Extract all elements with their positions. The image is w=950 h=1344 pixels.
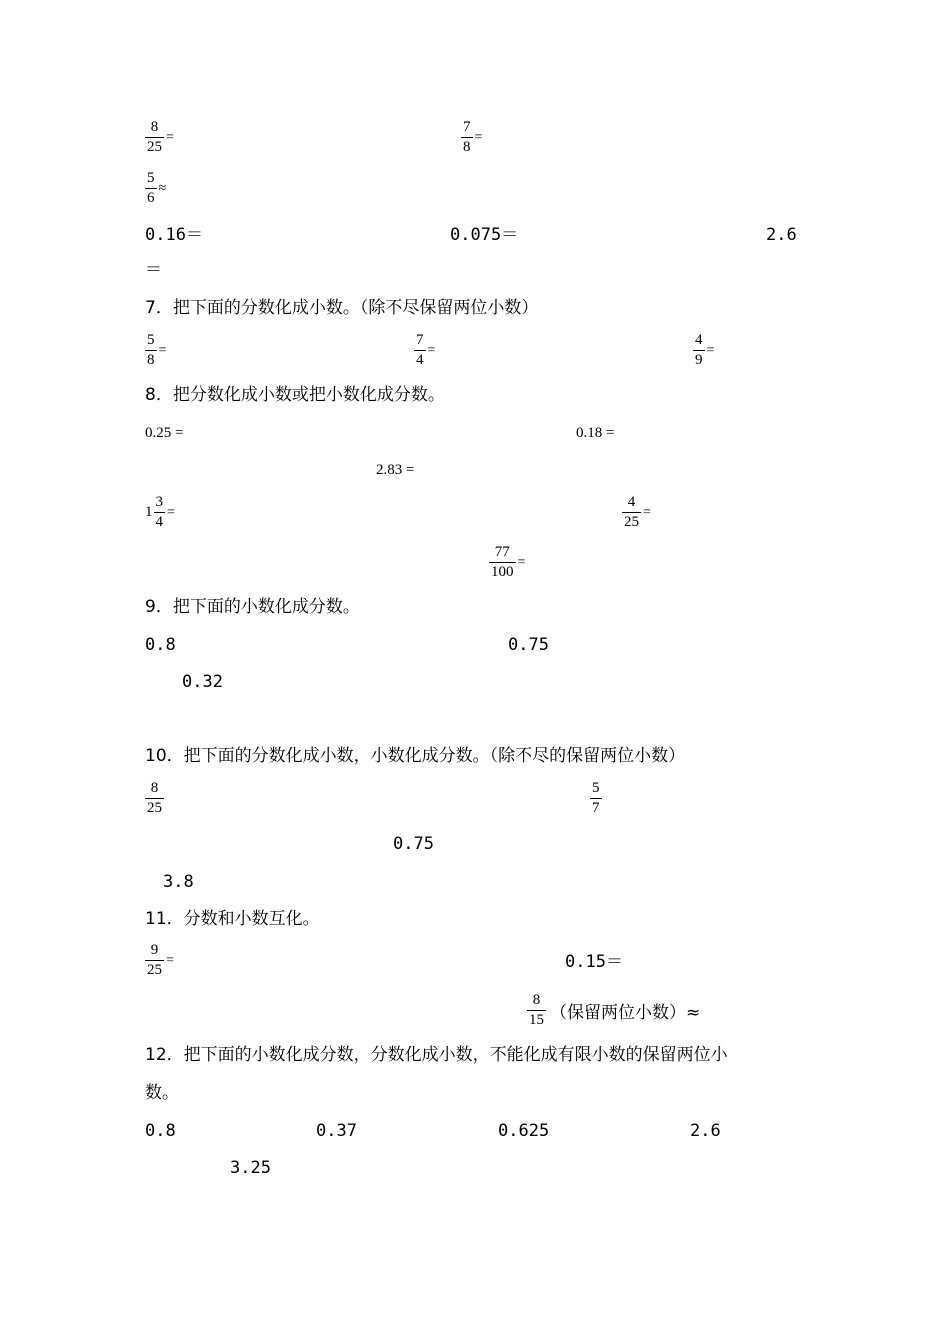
- denominator: 25: [147, 800, 162, 816]
- question-9-title: 9．把下面的小数化成分数。: [145, 597, 360, 617]
- equals-sign: =: [427, 342, 436, 358]
- numerator: 8: [532, 992, 541, 1008]
- equals-sign: =: [167, 504, 175, 520]
- question-7-title: 7．把下面的分数化成小数。（除不尽保留两位小数）: [145, 298, 539, 318]
- numerator: 8: [150, 119, 159, 135]
- equals-sign: ＝: [145, 260, 162, 280]
- numerator: 9: [150, 942, 159, 958]
- numerator: 7: [416, 332, 424, 348]
- decimal-0-8: 0.8: [145, 1121, 176, 1141]
- denominator: 15: [529, 1012, 544, 1028]
- decimal-3-25: 3.25: [230, 1158, 271, 1178]
- decimal-0-18: 0.18 =: [576, 425, 615, 441]
- question-11-title: 11．分数和小数互化。: [145, 909, 320, 929]
- equals-sign: =: [643, 504, 651, 520]
- denominator: 9: [695, 352, 703, 368]
- denominator: 100: [491, 564, 514, 580]
- denominator: 25: [147, 962, 162, 978]
- fraction-8-25: [145, 119, 174, 156]
- equals-sign: =: [474, 129, 483, 145]
- fraction-5-8: [145, 332, 166, 369]
- whole-part: 1: [145, 504, 153, 520]
- decimal-0-8: 0.8: [145, 635, 176, 655]
- decimal-0-15: 0.15＝: [565, 952, 623, 972]
- fraction-5-7: [590, 780, 602, 817]
- denominator: 4: [416, 352, 424, 368]
- decimal-0-16: 0.16＝: [145, 225, 203, 245]
- denominator: 25: [624, 514, 639, 530]
- question-12-title-line1: 12．把下面的小数化成分数，分数化成小数，不能化成有限小数的保留两位小: [145, 1045, 728, 1065]
- fraction-4-9: [693, 332, 714, 369]
- question-8-title: 8．把分数化成小数或把小数化成分数。: [145, 385, 445, 405]
- numerator: 8: [150, 780, 159, 796]
- numerator: 3: [155, 494, 163, 510]
- decimal-0-37: 0.37: [316, 1121, 357, 1141]
- fraction-8-25: [145, 780, 164, 817]
- denominator: 6: [147, 190, 155, 206]
- decimal-0-25: 0.25 =: [145, 425, 184, 441]
- equals-sign: =: [166, 129, 174, 145]
- denominator: 8: [147, 352, 155, 368]
- decimal-2-6: 2.6: [766, 225, 797, 245]
- fraction-7-4: [414, 332, 435, 369]
- question-12-title-line2: 数。: [145, 1083, 179, 1103]
- approx-sign: ≈: [158, 180, 167, 196]
- decimal-2-6: 2.6: [690, 1121, 721, 1141]
- fraction-8-15: [527, 992, 700, 1029]
- numerator: 4: [627, 494, 636, 510]
- numerator: 5: [147, 170, 155, 186]
- question-10-title: 10．把下面的分数化成小数，小数化成分数。（除不尽的保留两位小数）: [145, 746, 686, 766]
- denominator: 7: [592, 800, 600, 816]
- numerator: 4: [695, 332, 703, 348]
- decimal-2-83: 2.83 =: [376, 462, 415, 478]
- equals-sign: =: [166, 952, 174, 968]
- decimal-0-075: 0.075＝: [450, 225, 519, 245]
- fraction-4-25: [622, 494, 651, 531]
- rounding-note: （保留两位小数）≈: [550, 1003, 701, 1023]
- decimal-0-625: 0.625: [498, 1121, 550, 1141]
- numerator: 5: [592, 780, 600, 796]
- decimal-0-75: 0.75: [508, 635, 549, 655]
- fraction-5-6: [145, 170, 166, 207]
- numerator: 7: [463, 119, 471, 135]
- equals-sign: =: [706, 342, 715, 358]
- mixed-number-1-3-4: [145, 494, 175, 531]
- decimal-0-32: 0.32: [182, 672, 223, 692]
- numerator: 77: [494, 544, 510, 560]
- denominator: 4: [155, 514, 163, 530]
- fraction-77-100: [489, 544, 525, 581]
- fraction-7-8: [461, 119, 482, 156]
- equals-sign: =: [158, 342, 167, 358]
- denominator: 8: [463, 139, 471, 155]
- equals-sign: =: [517, 554, 526, 570]
- decimal-3-8: 3.8: [163, 872, 194, 892]
- denominator: 25: [147, 139, 162, 155]
- fraction-9-25: [145, 942, 174, 979]
- decimal-0-75: 0.75: [393, 834, 434, 854]
- numerator: 5: [147, 332, 155, 348]
